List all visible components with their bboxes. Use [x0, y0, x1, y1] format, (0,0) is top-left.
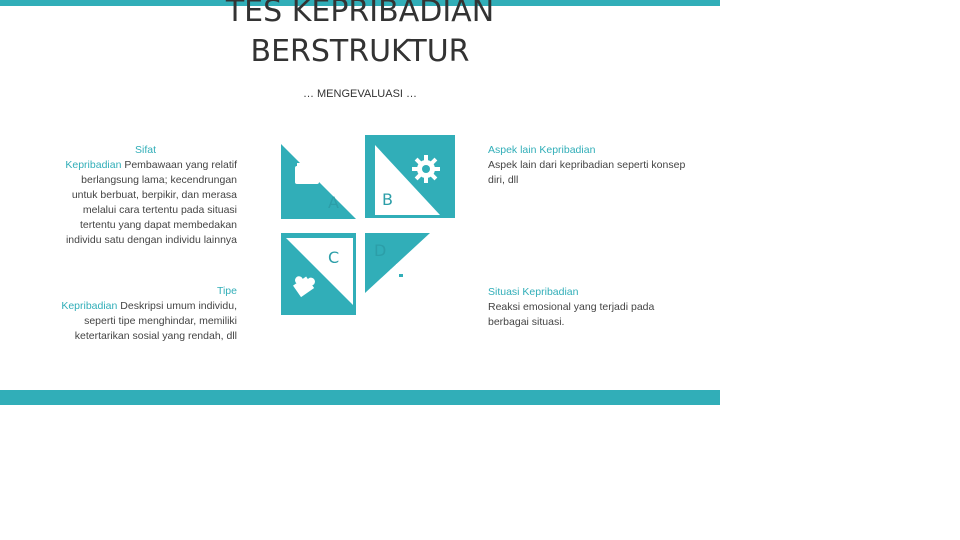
aspek-block — [488, 143, 688, 188]
page-title — [150, 0, 570, 72]
aspek-text: Aspek lain dari kepribadian seperti konsep diri, dll — [488, 159, 686, 186]
bottom-accent-bar — [0, 390, 720, 405]
quadrant-label-d: D — [374, 241, 387, 260]
sifat-heading-2: Kepribadian — [65, 159, 122, 171]
sifat-heading: Sifat — [134, 144, 156, 156]
quadrant-label-b: B — [382, 190, 393, 209]
situasi-text: Reaksi emosional yang terjadi pada berbagai situasi. — [488, 301, 655, 328]
title-line-2: BERSTRUKTUR — [250, 34, 470, 69]
gear-icon — [411, 154, 441, 189]
situasi-block — [488, 285, 688, 330]
tipe-text: Deskripsi umum individu, seperti tipe menghindar, memiliki ketertarikan sosial yang rendah, dll — [74, 300, 237, 342]
quadrant-b-shape — [365, 135, 455, 218]
quadrant-label-c: C — [328, 248, 340, 267]
puzzle-icon — [288, 271, 318, 306]
quadrant-label-a: A — [328, 193, 339, 212]
briefcase-icon — [389, 264, 413, 289]
tipe-body — [54, 299, 237, 344]
tipe-heading: Tipe — [216, 285, 237, 297]
tipe-heading-2: Kepribadian — [61, 300, 118, 312]
situasi-heading: Situasi Kepribadian — [488, 286, 579, 298]
tipe-block — [54, 284, 237, 344]
sifat-body — [54, 158, 237, 248]
subtitle: … MENGEVALUASI … — [302, 88, 418, 100]
book-icon — [294, 163, 320, 190]
sifat-text: Pembawaan yang relatif berlangsung lama; kecendrungan untuk berbuat, berpikir, dan merasa melalui cara tertentu pada situasi tertentu yang dapat membedakan individu satu dengan individu lainnya — [65, 159, 237, 246]
sifat-block — [54, 143, 237, 248]
title-line-1: TES KEPRIBADIAN — [225, 0, 495, 29]
aspek-heading: Aspek lain Kepribadian — [488, 144, 596, 156]
